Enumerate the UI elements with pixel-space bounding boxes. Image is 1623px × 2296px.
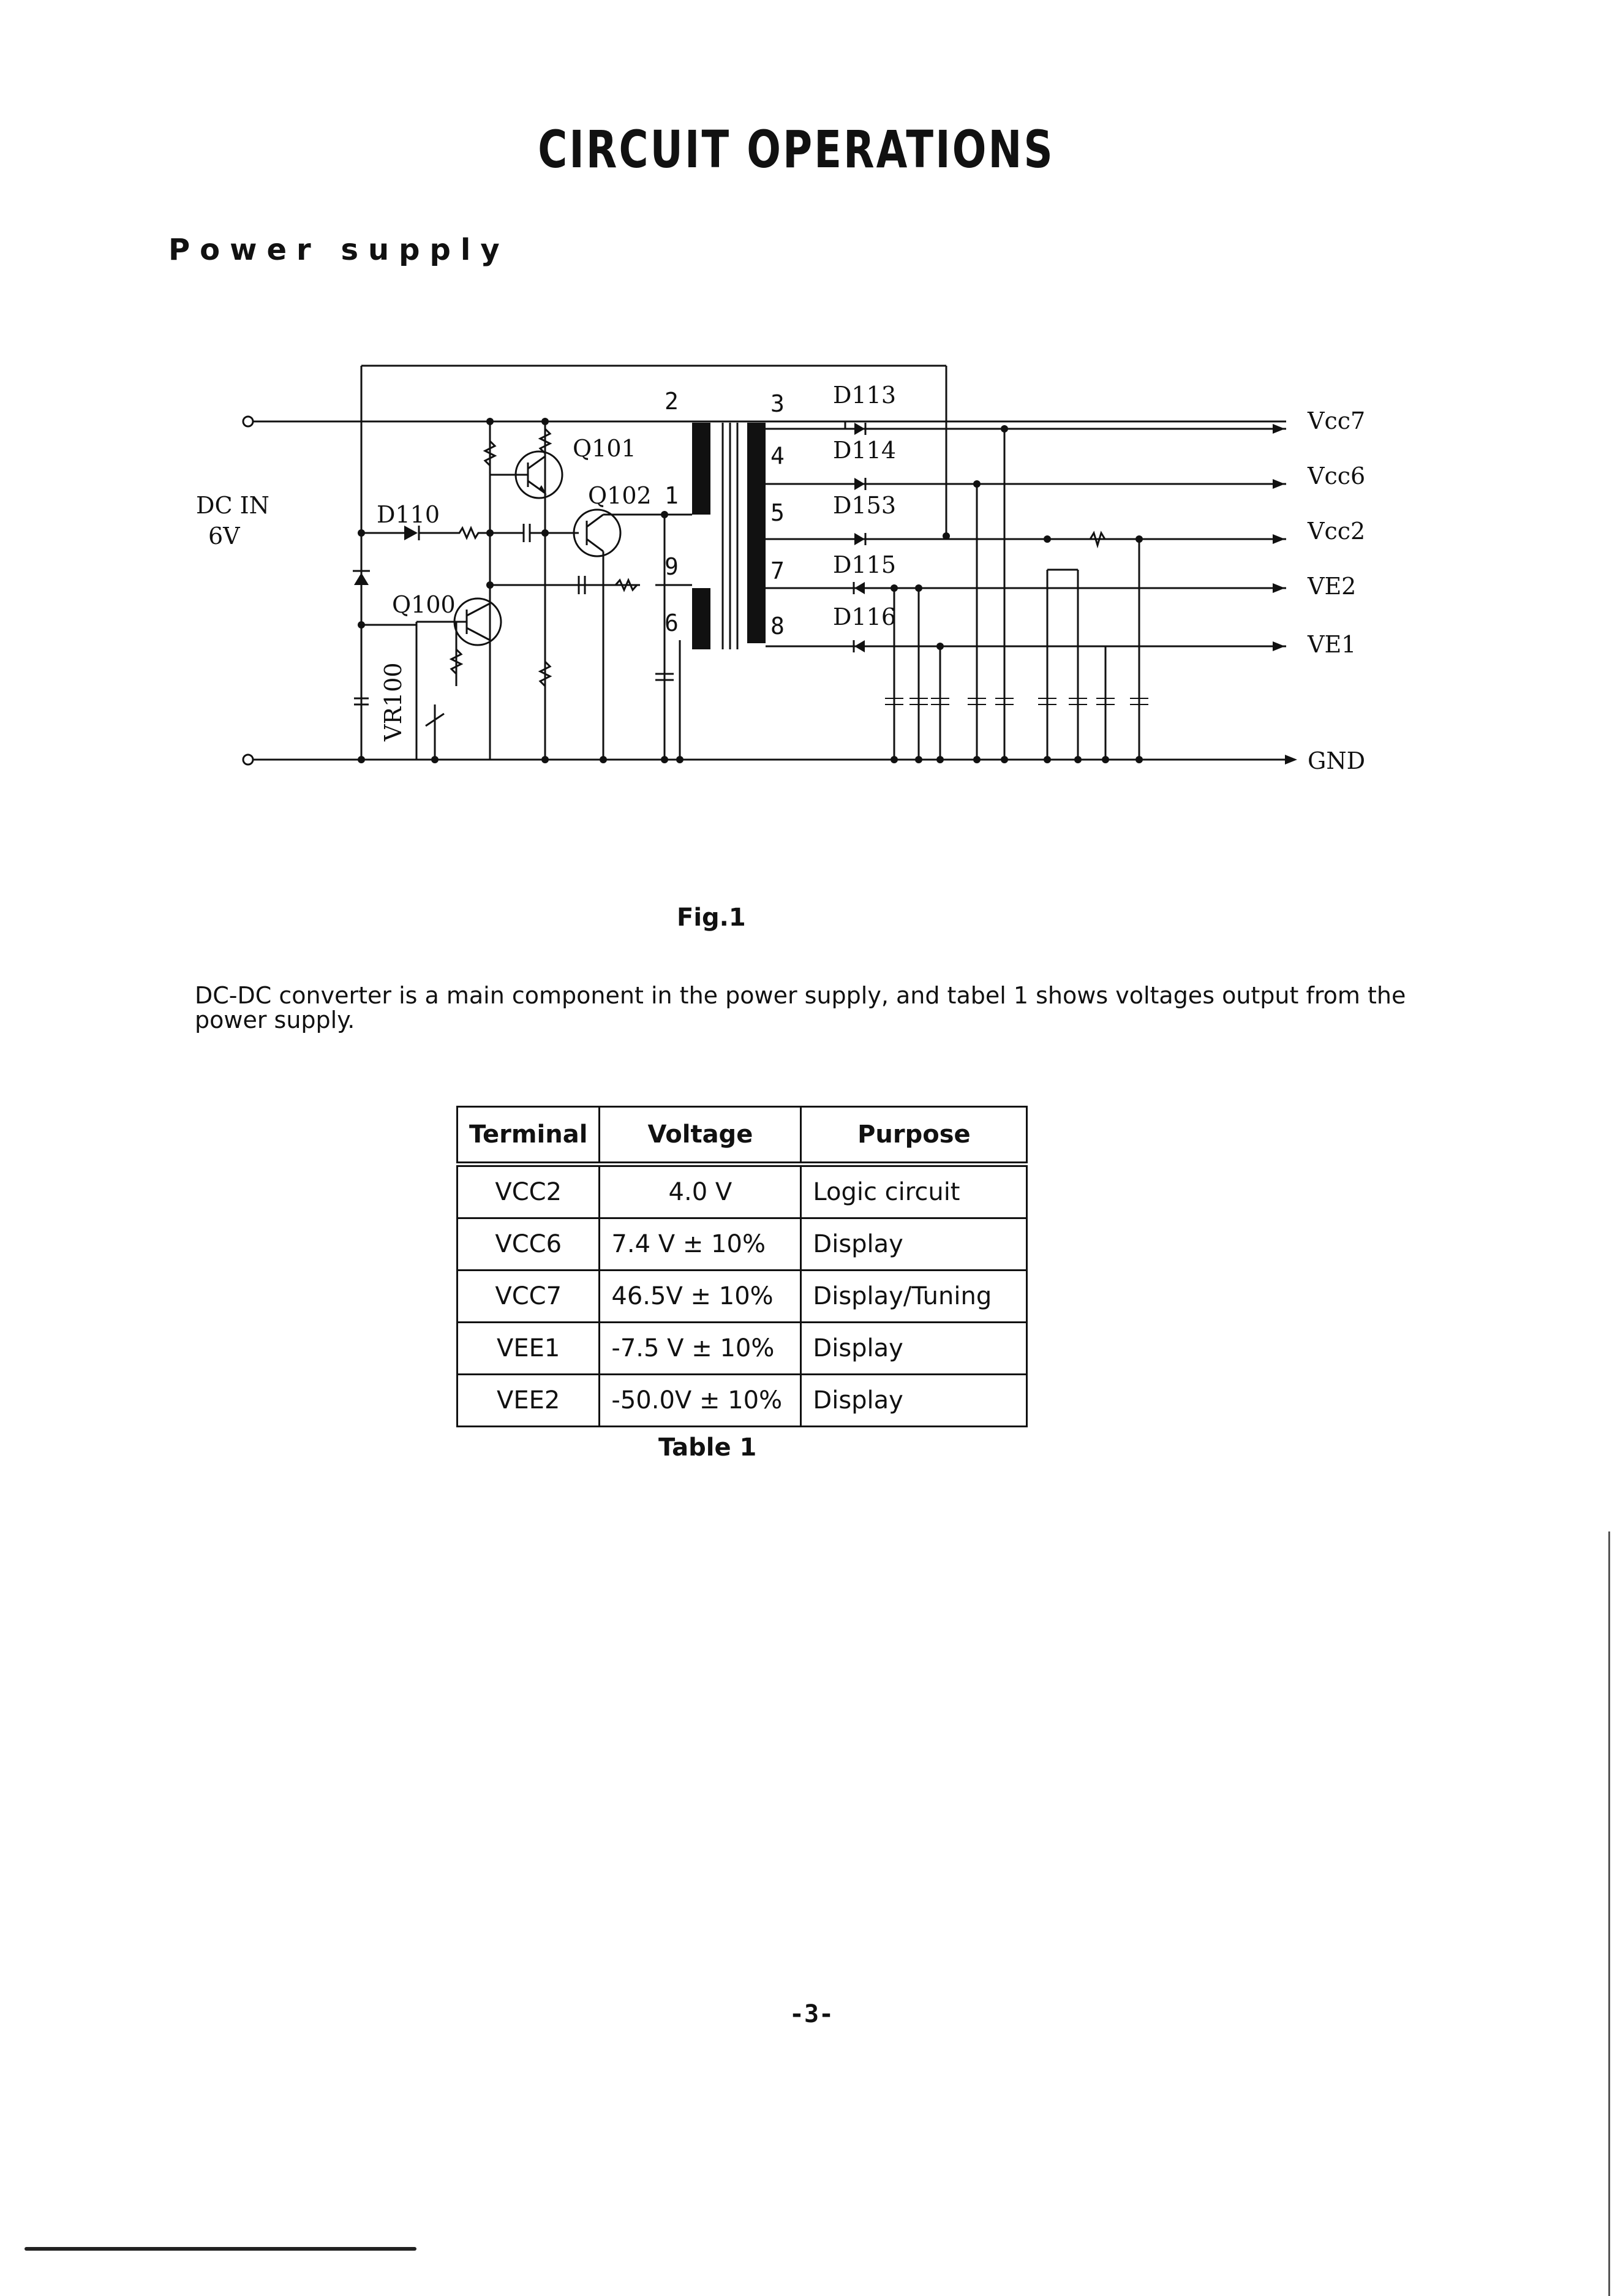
vcc6-label: Vcc6 <box>1308 463 1366 489</box>
figure-caption: Fig.1 <box>677 904 746 932</box>
d110-label: D110 <box>377 501 440 528</box>
pin-2-label: 2 <box>665 388 679 415</box>
table-row <box>458 1271 1027 1323</box>
ve2-label: VE2 <box>1308 573 1357 600</box>
table-header-row <box>458 1107 1027 1165</box>
dc-in-voltage-label: 6V <box>208 523 240 549</box>
terminal-cell: VEE1 <box>458 1323 600 1375</box>
q100-label: Q100 <box>392 591 456 618</box>
vcc7-label: Vcc7 <box>1308 407 1366 434</box>
d116-label: D116 <box>833 603 896 630</box>
page-title: CIRCUIT OPERATIONS <box>538 119 1055 179</box>
voltage-cell: 7.4 V ± 10% <box>600 1218 801 1271</box>
voltage-cell: -50.0V ± 10% <box>600 1375 801 1427</box>
d113-label: D113 <box>833 382 896 409</box>
d114-label: D114 <box>833 437 896 464</box>
section-heading: Power supply <box>168 233 510 267</box>
pin-3-label: 3 <box>770 390 785 417</box>
pin-4-label: 4 <box>770 442 785 469</box>
ve1-label: VE1 <box>1308 631 1357 658</box>
voltage-cell: -7.5 V ± 10% <box>600 1323 801 1375</box>
d115-label: D115 <box>833 551 896 578</box>
vcc2-label: Vcc2 <box>1308 518 1366 545</box>
purpose-cell: Logic circuit <box>801 1165 1027 1218</box>
pin-5-label: 5 <box>770 499 785 526</box>
dc-in-label: DC IN <box>196 492 269 519</box>
terminal-cell: VCC7 <box>458 1271 600 1323</box>
voltage-cell: 46.5V ± 10% <box>600 1271 801 1323</box>
header-terminal: Terminal <box>458 1107 600 1165</box>
power-supply-schematic <box>0 0 1623 858</box>
pin-9-label: 9 <box>665 553 679 580</box>
vr100-label: VR100 <box>380 662 407 741</box>
voltage-cell: 4.0 V <box>600 1165 801 1218</box>
q101-label: Q101 <box>573 435 636 462</box>
gnd-label: GND <box>1308 747 1366 774</box>
terminal-cell: VEE2 <box>458 1375 600 1427</box>
body-paragraph: DC-DC converter is a main component in the power supply, and tabel 1 shows voltages output from the power supply. <box>195 982 1406 1033</box>
pin-8-label: 8 <box>770 613 785 640</box>
header-voltage: Voltage <box>600 1107 801 1165</box>
pin-1-label: 1 <box>665 482 679 509</box>
q102-label: Q102 <box>588 482 652 509</box>
scan-edge-line <box>1608 1531 1610 2296</box>
header-purpose: Purpose <box>801 1107 1027 1165</box>
page-number: -3- <box>789 2000 834 2028</box>
table-caption: Table 1 <box>658 1433 757 1462</box>
pin-7-label: 7 <box>770 557 785 584</box>
purpose-cell: Display <box>801 1323 1027 1375</box>
purpose-cell: Display <box>801 1375 1027 1427</box>
table-row <box>458 1165 1027 1218</box>
table-row <box>458 1375 1027 1427</box>
table-row <box>458 1218 1027 1271</box>
d153-label: D153 <box>833 492 896 519</box>
pin-6-label: 6 <box>665 610 679 636</box>
scan-artifact-line <box>24 2247 416 2251</box>
terminal-cell: VCC6 <box>458 1218 600 1271</box>
purpose-cell: Display/Tuning <box>801 1271 1027 1323</box>
table-row <box>458 1323 1027 1375</box>
terminal-cell: VCC2 <box>458 1165 600 1218</box>
voltage-table <box>456 1106 1028 1427</box>
purpose-cell: Display <box>801 1218 1027 1271</box>
